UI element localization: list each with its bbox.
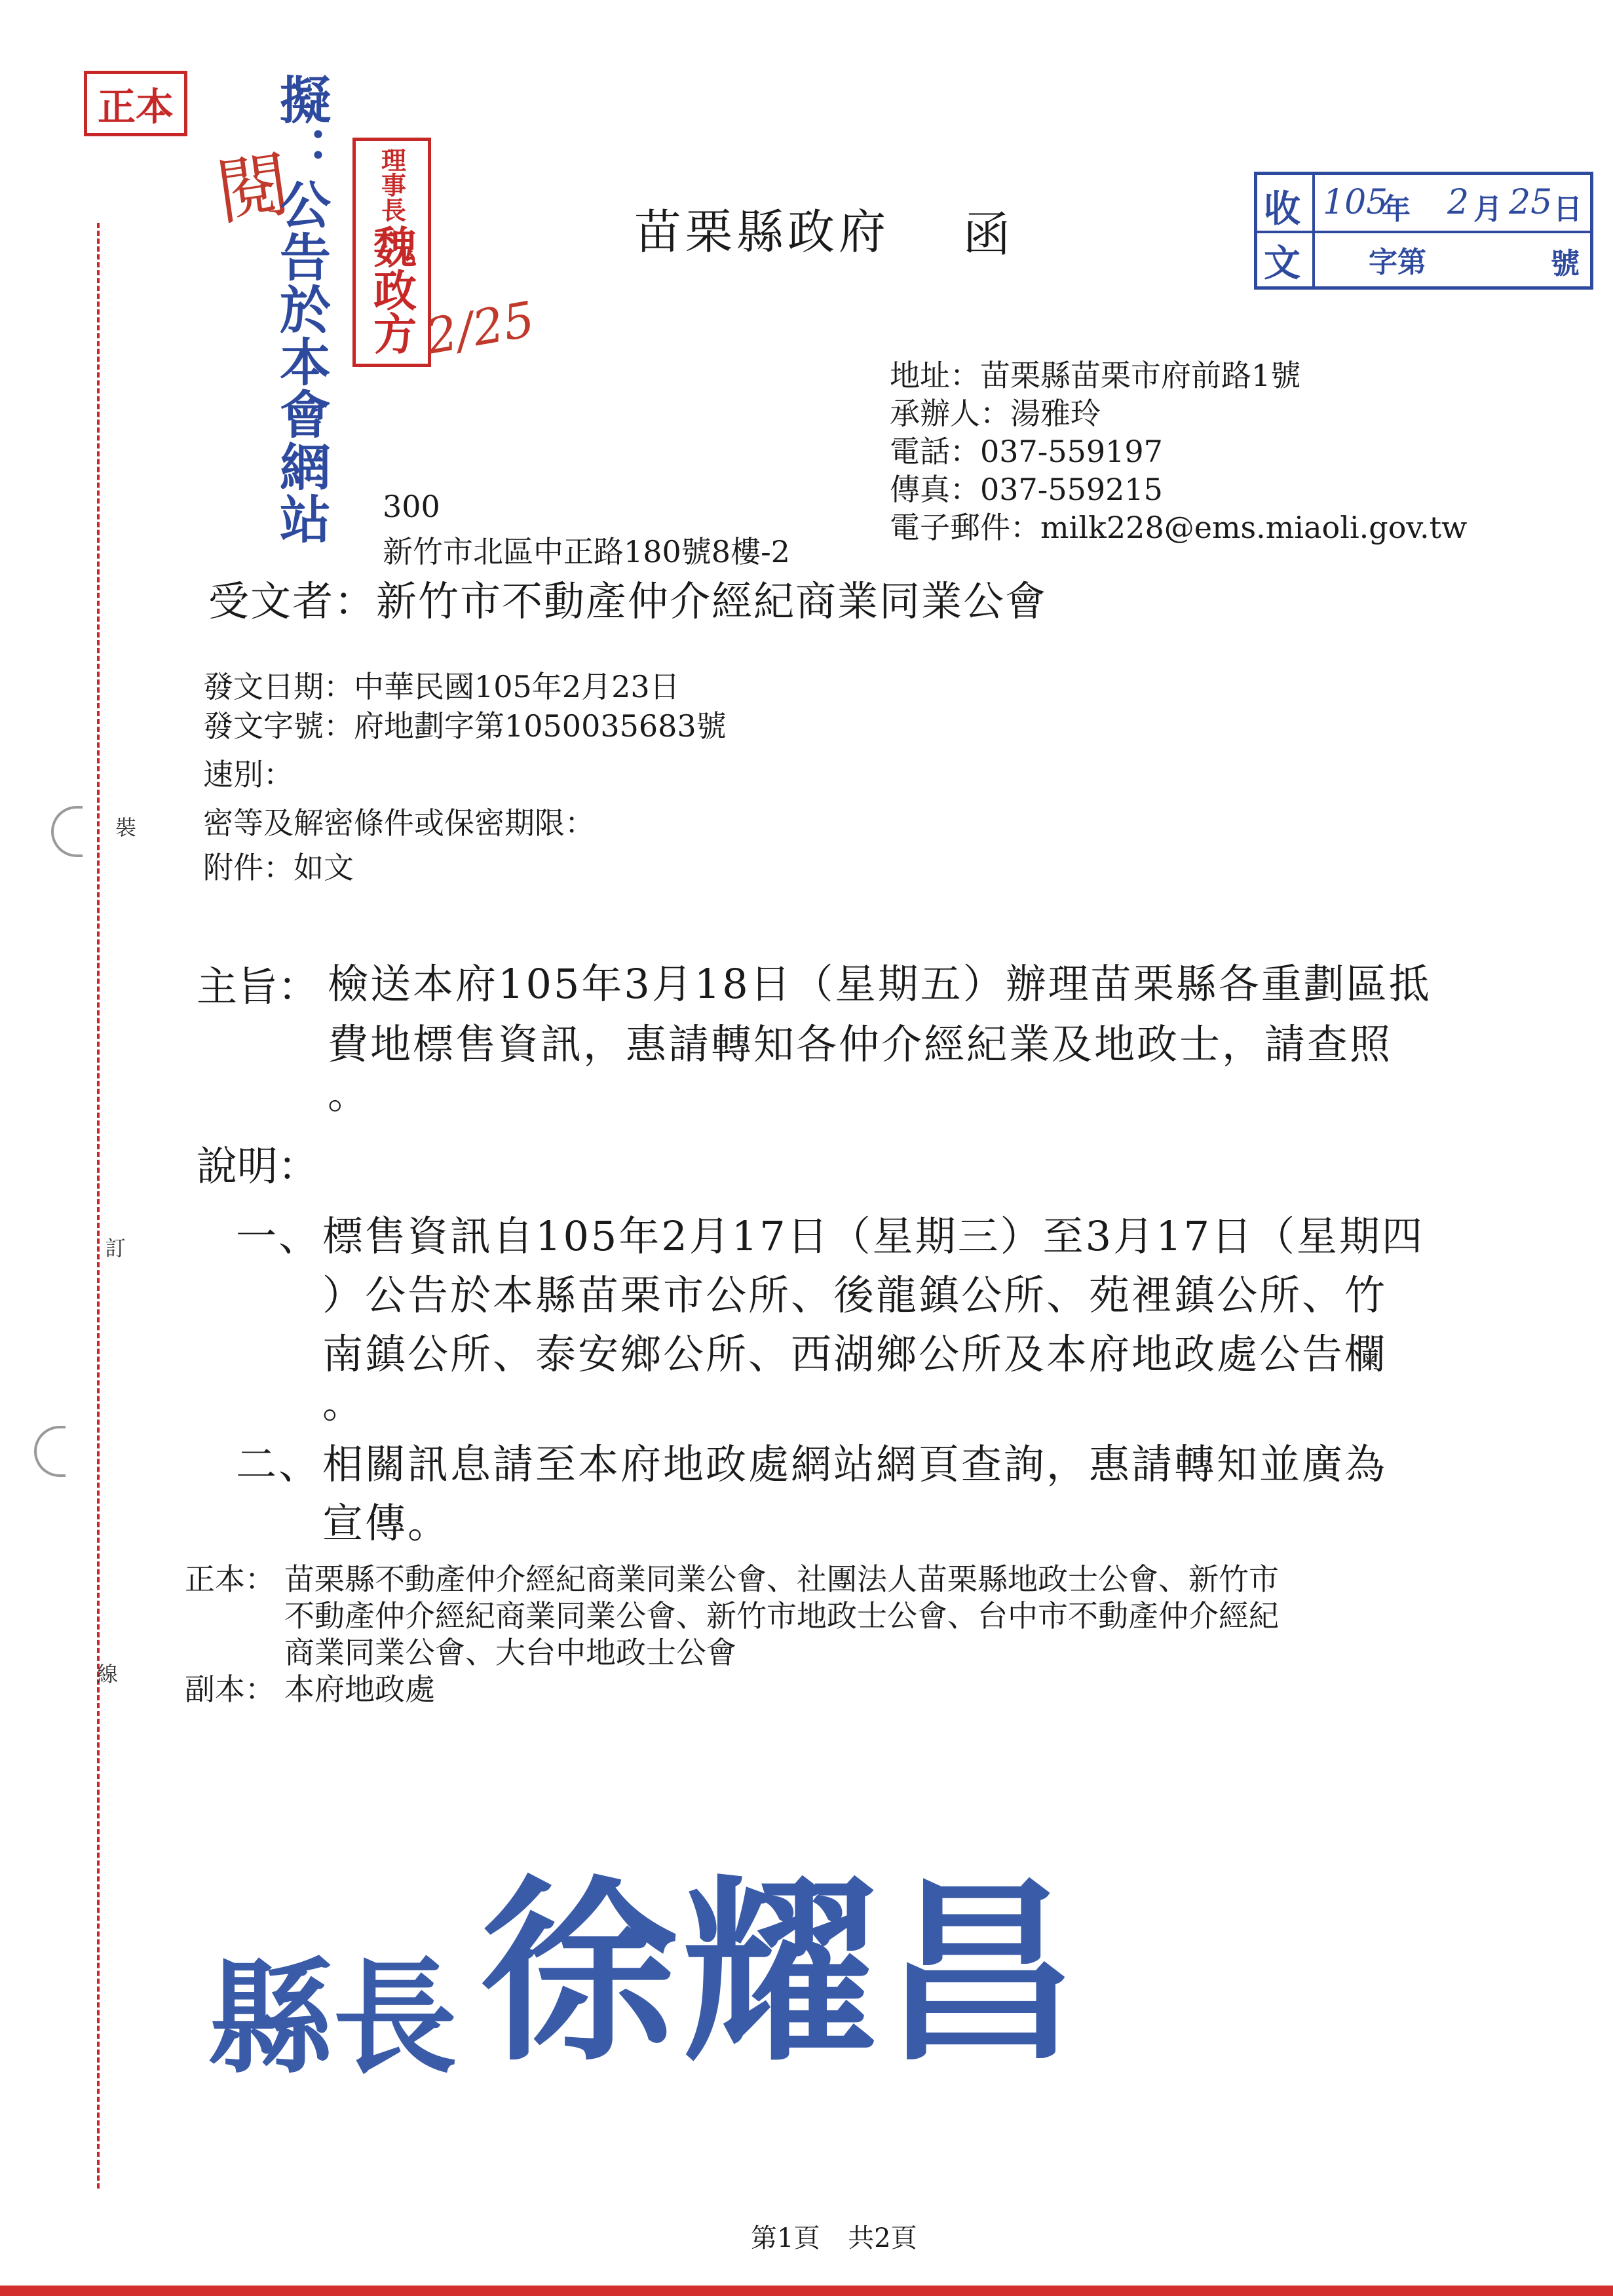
original-line-1: 苗栗縣不動產仲介經紀商業同業公會、社團法人苗栗縣地政士公會、新竹市	[284, 1561, 1279, 1597]
received-day: 25	[1509, 183, 1553, 222]
subject-label: 主旨：	[197, 963, 319, 1010]
day-label: 日	[1553, 193, 1582, 226]
received-month: 2	[1447, 183, 1470, 222]
page-footer	[751, 2217, 917, 2255]
year-label: 年	[1382, 193, 1411, 226]
page-number: 第1頁	[751, 2223, 820, 2253]
received-year: 105	[1323, 183, 1388, 222]
speed: 速別：	[203, 757, 294, 792]
zi-di-label: 字第	[1369, 246, 1426, 279]
draft-note: 擬：公告於本會網站	[271, 73, 331, 545]
secrecy: 密等及解密條件或保密期限：	[203, 805, 595, 841]
explanation-item-2	[236, 1435, 1387, 1553]
received-label-top: 收	[1264, 187, 1300, 231]
binding-mark-xian: 線	[97, 1662, 119, 1687]
issue-number: 發文字號：府地劃字第1050035683號	[203, 708, 727, 744]
signature-name: 徐耀昌	[480, 1856, 1082, 2088]
issue-date: 發文日期：中華民國105年2月23日	[203, 669, 680, 704]
original-line-3: 商業同業公會、大台中地政士公會	[284, 1635, 736, 1670]
chairman-name: 魏政方	[366, 225, 417, 354]
explanation-label: 說明：	[197, 1142, 319, 1190]
item-1-number: 一、	[236, 1212, 322, 1260]
distribution	[185, 1561, 1279, 1708]
agency-name: 苗栗縣政府	[634, 204, 890, 259]
binding-line	[97, 223, 100, 2189]
recipient: 受文者：新竹市不動產仲介經紀商業同業公會	[208, 577, 1048, 625]
received-label-bottom: 文	[1264, 242, 1300, 285]
doc-type: 函	[963, 207, 1011, 262]
signature-title: 縣長	[208, 1945, 458, 2091]
bottom-edge-bar	[0, 2286, 1613, 2296]
punch-hole-1	[51, 806, 83, 857]
item-1-line-2: ）公告於本縣苗栗市公所、後龍鎮公所、苑裡鎮公所、竹	[322, 1271, 1388, 1319]
subject-line-3: 。	[328, 1070, 371, 1118]
binding-mark-ding: 訂	[105, 1236, 126, 1261]
original-label: 正本：	[185, 1561, 275, 1597]
sender-email: 電子郵件：milk228@ems.miaoli.gov.tw	[890, 510, 1468, 545]
sender-fax: 傳真：037-559215	[890, 472, 1163, 507]
month-label: 月	[1473, 193, 1502, 226]
binding-mark-zhuang: 裝	[115, 815, 137, 840]
read-mark: 閱	[211, 142, 295, 235]
hao-label: 號	[1551, 247, 1580, 280]
item-1-line-4: 。	[322, 1379, 366, 1427]
sender-contact	[890, 356, 1467, 546]
subject-line-2: 費地標售資訊，惠請轉知各仲介經紀業及地政士，請查照	[328, 1020, 1393, 1068]
original-copy-stamp: 正本	[84, 71, 187, 136]
sender-phone: 電話：037-559197	[890, 434, 1163, 469]
recipient-street: 新竹市北區中正路180號8樓-2	[383, 534, 790, 569]
item-2-line-1: 相關訊息請至本府地政處網站網頁查詢，惠請轉知並廣為	[322, 1440, 1388, 1488]
attachment: 附件：如文	[203, 850, 354, 885]
recipient-postcode: 300	[383, 489, 440, 524]
original-line-2: 不動產仲介經紀商業同業公會、新竹市地政士公會、台中市不動產仲介經紀	[284, 1598, 1279, 1634]
sender-address: 地址：苗栗縣苗栗市府前路1號	[890, 358, 1301, 393]
signature-seal	[208, 1815, 1082, 2097]
chairman-title: 理事長	[377, 147, 407, 222]
item-1-line-3: 南鎮公所、泰安鄉公所、西湖鄉公所及本府地政處公告欄	[322, 1330, 1388, 1378]
page-total: 共2頁	[848, 2223, 917, 2253]
copy-line-1: 本府地政處	[284, 1672, 435, 1707]
received-stamp	[1254, 172, 1593, 290]
handwritten-date: 2/25	[421, 291, 539, 366]
subject-body	[328, 954, 1432, 1118]
chairman-stamp	[352, 138, 431, 367]
item-1-line-1: 標售資訊自105年2月17日（星期三）至3月17日（星期四	[322, 1212, 1425, 1260]
item-2-number: 二、	[236, 1440, 322, 1488]
copy-label: 副本：	[185, 1672, 275, 1707]
subject-line-1: 檢送本府105年3月18日（星期五）辦理苗栗縣各重劃區抵	[328, 960, 1432, 1008]
doc-meta	[203, 667, 727, 887]
punch-hole-2	[34, 1426, 66, 1477]
item-2-line-2: 宣傳。	[322, 1499, 451, 1547]
sender-handler: 承辦人：湯雅玲	[890, 396, 1101, 431]
explanation-item-1	[236, 1207, 1425, 1427]
